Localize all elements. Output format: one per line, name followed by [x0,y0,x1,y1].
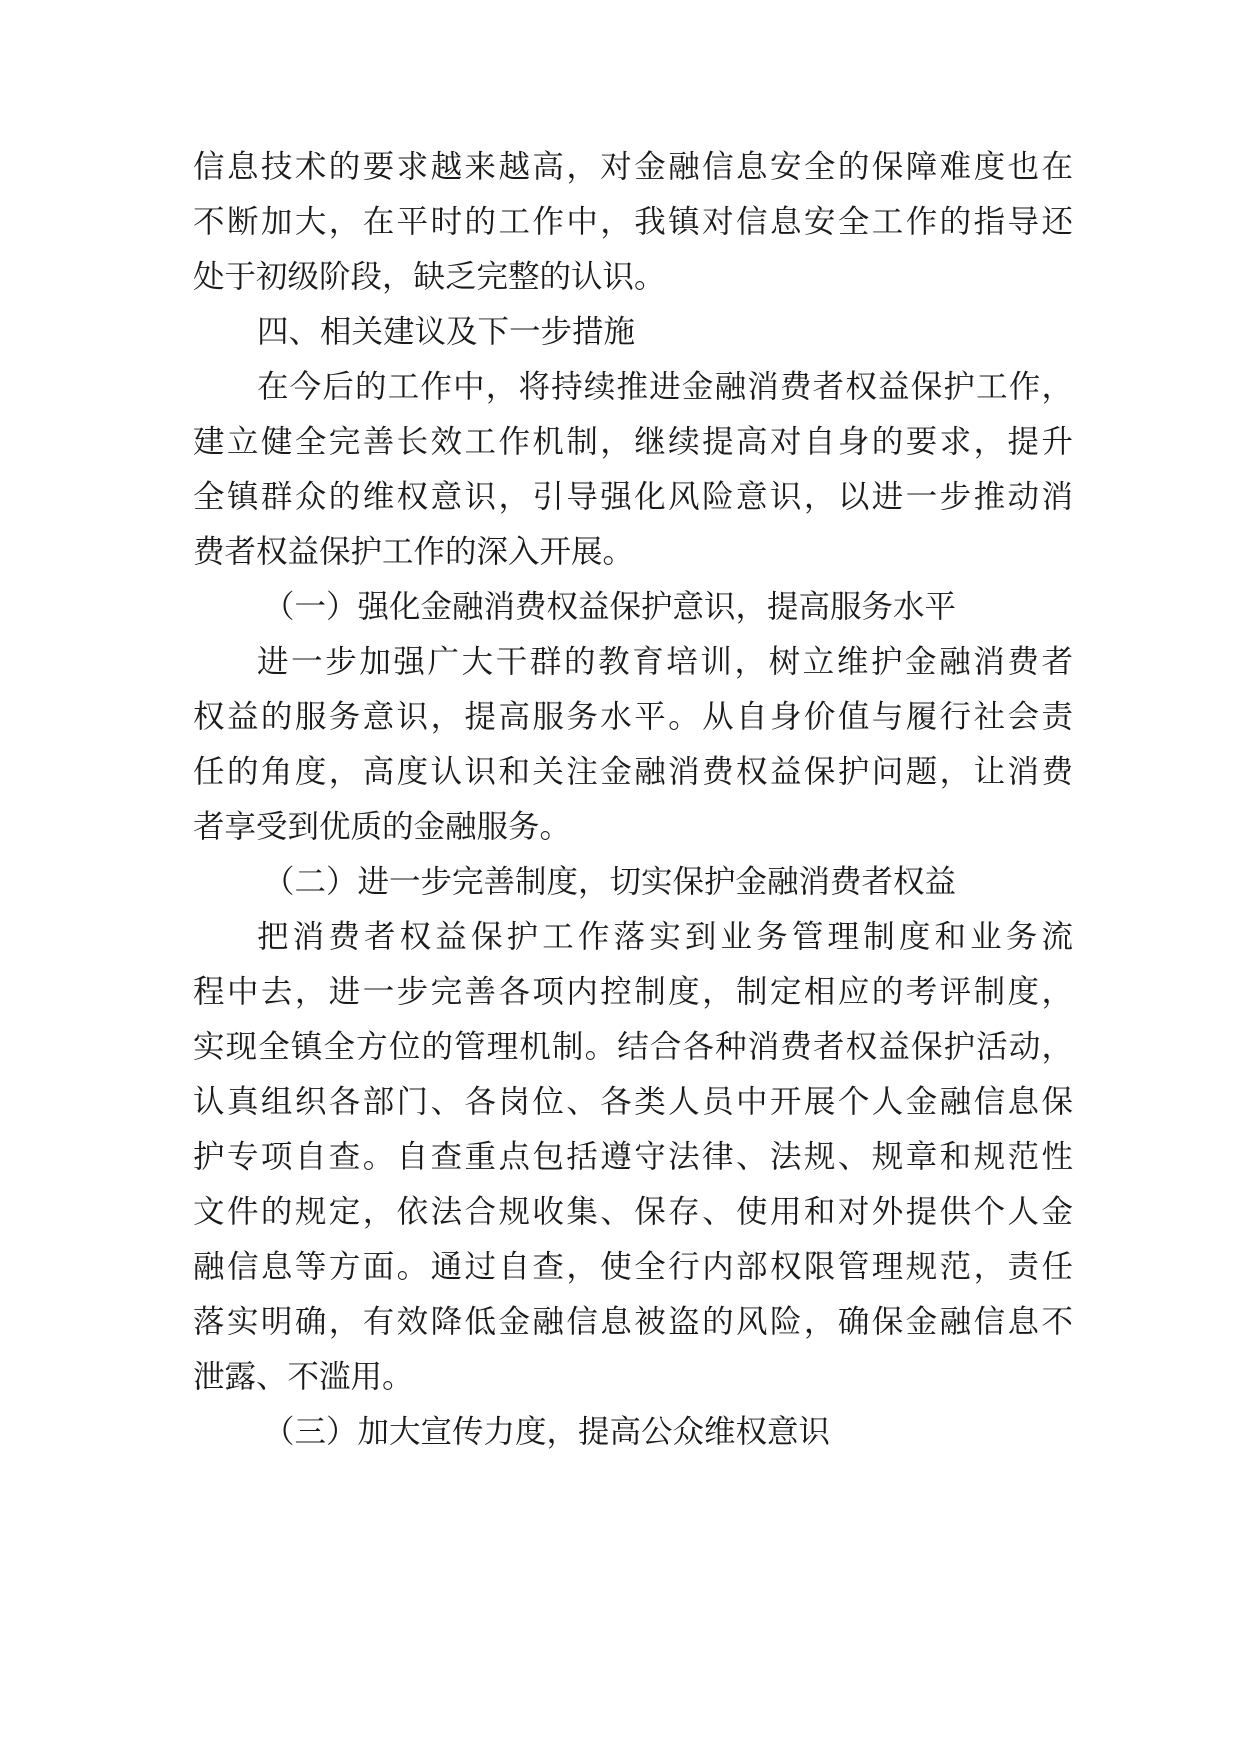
paragraph-line: 进一步加强广大干群的教育培训，树立维护金融消费者 [257,644,1073,680]
paragraph-line: 认真组织各部门、各岗位、各类人员中开展个人金融信息保 [193,1084,1073,1120]
paragraph-line: 全镇群众的维权意识，引导强化风险意识，以进一步推动消 [193,479,1073,515]
paragraph-line: 把消费者权益保护工作落实到业务管理制度和业务流 [257,919,1073,955]
paragraph-line: 融信息等方面。通过自查，使全行内部权限管理规范，责任 [193,1249,1073,1285]
paragraph-line: 文件的规定，依法合规收集、保存、使用和对外提供个人金 [193,1194,1073,1230]
subsection-heading: （三）加大宣传力度，提高公众维权意识 [263,1414,831,1450]
subsection-heading: （一）强化金融消费权益保护意识，提高服务水平 [263,589,957,625]
paragraph-line: 护专项自查。自查重点包括遵守法律、法规、规章和规范性 [193,1139,1073,1175]
paragraph-line: 在今后的工作中，将持续推进金融消费者权益保护工作， [257,369,1073,405]
paragraph-line: 实现全镇全方位的管理机制。结合各种消费者权益保护活动， [193,1029,1073,1065]
paragraph-line: 建立健全完善长效工作机制，继续提高对自身的要求，提升 [193,424,1073,460]
paragraph-line: 权益的服务意识，提高服务水平。从自身价值与履行社会责 [193,699,1073,735]
paragraph-line: 任的角度，高度认识和关注金融消费权益保护问题，让消费 [193,754,1073,790]
paragraph-line: 泄露、不滥用。 [193,1359,414,1395]
paragraph-line: 费者权益保护工作的深入开展。 [193,534,635,570]
subsection-heading: （二）进一步完善制度，切实保护金融消费者权益 [263,864,957,900]
paragraph-line: 信息技术的要求越来越高，对金融信息安全的保障难度也在 [193,149,1073,185]
paragraph-line: 处于初级阶段，缺乏完整的认识。 [193,259,666,295]
paragraph-line: 不断加大，在平时的工作中，我镇对信息安全工作的指导还 [193,204,1073,240]
paragraph-line: 程中去，进一步完善各项内控制度，制定相应的考评制度， [193,974,1073,1010]
paragraph-line: 者享受到优质的金融服务。 [193,809,572,845]
section-heading: 四、相关建议及下一步措施 [257,314,636,350]
paragraph-line: 落实明确，有效降低金融信息被盗的风险，确保金融信息不 [193,1304,1073,1340]
